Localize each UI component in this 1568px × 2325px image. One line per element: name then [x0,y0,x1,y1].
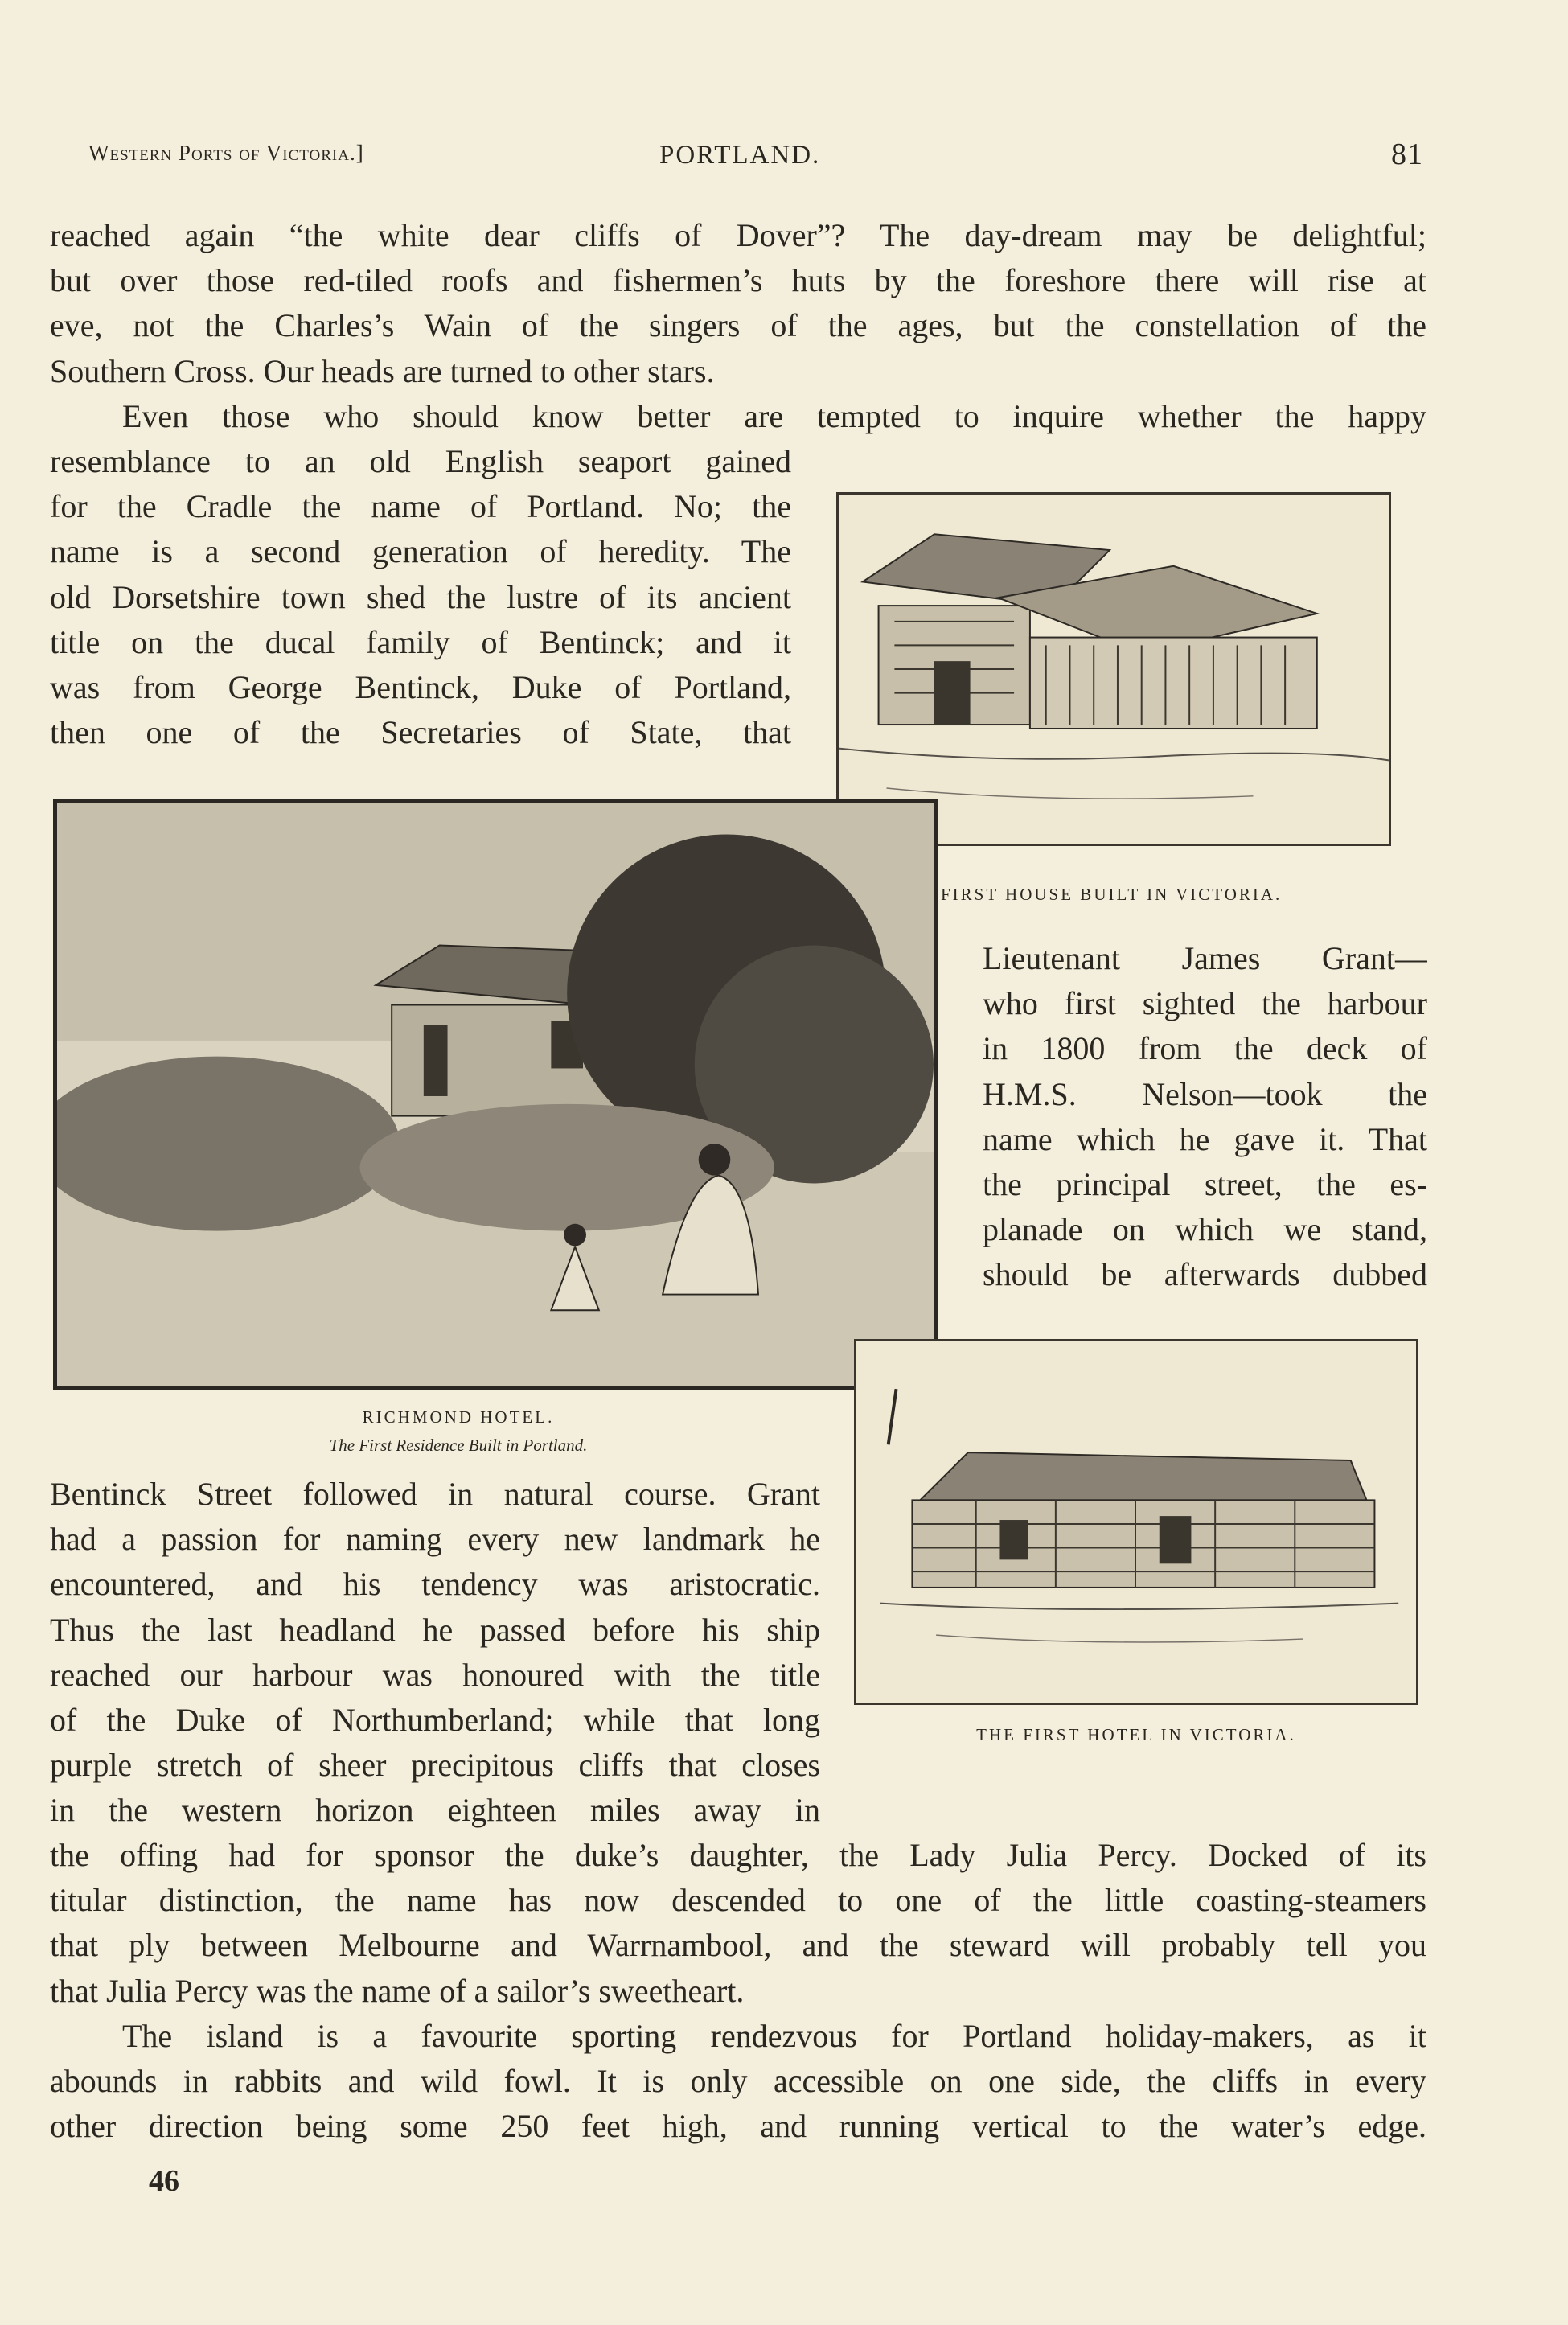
text-line: old Dorsetshire town shed the lustre of its ancient [50,578,791,615]
text-line: titular distinction, the name has now descended to one of the little coasting-steamers [50,1882,1426,1919]
signature-mark: 46 [149,2164,179,2198]
first-hotel-illustration [854,1339,1418,1705]
running-header-left: Western Ports of Victoria.] [88,141,364,165]
text-line: should be afterwards dubbed [983,1256,1427,1293]
text-line: The island is a favourite sporting rendezvous for Portland holiday-makers, as it [122,2018,1426,2054]
page-number: 81 [1391,138,1423,171]
first-hotel-drawing [856,1341,1416,1703]
text-line: but over those red-tiled roofs and fishermen’s huts by the foreshore there will rise at [50,262,1426,299]
text-line: name is a second generation of heredity. The [50,533,791,570]
text-line: had a passion for naming every new landmark he [50,1521,820,1558]
text-line: for the Cradle the name of Portland. No; the [50,488,791,525]
paragraph-1 [50,213,1426,394]
first-house-caption: FIRST HOUSE BUILT IN VICTORIA. [941,885,1283,904]
first-house-illustration [836,492,1391,846]
text-line: purple stretch of sheer precipitous cliffs that closes [50,1747,820,1784]
text-line: planade on which we stand, [983,1211,1427,1248]
text-line: in the western horizon eighteen miles away in [50,1792,820,1829]
text-line: H.M.S. Nelson—took the [983,1075,1427,1112]
text-line: who first sighted the harbour [983,985,1427,1022]
text-line: Bentinck Street followed in natural course. Grant [50,1476,820,1512]
paragraph-2-continuation [50,1472,820,1834]
text-line: encountered, and his tendency was aristocratic. [50,1566,820,1603]
text-line: that Julia Percy was the name of a sailor’s sweetheart. [50,1972,745,2009]
text-line: resemblance to an old English seaport gained [50,443,791,479]
text-line: Thus the last headland he passed before his ship [50,1611,820,1648]
first-hotel-caption: THE FIRST HOTEL IN VICTORIA. [976,1725,1296,1744]
text-line: in 1800 from the deck of [983,1030,1427,1067]
text-line: the principal street, the es- [983,1165,1427,1202]
paragraph-2-end [50,1833,1426,2014]
text-line: Even those who should know better are tempted to inquire whether the happy [122,398,1426,434]
text-line: reached our harbour was honoured with the title [50,1656,820,1693]
text-line: Southern Cross. Our heads are turned to other stars. [50,352,715,389]
text-line: abounds in rabbits and wild fowl. It is only accessible on one side, the cliffs in every [50,2063,1426,2100]
text-line: then one of the Secretaries of State, that [50,714,791,751]
richmond-hotel-drawing [57,803,934,1386]
text-line: reached again “the white dear cliffs of Dover”? The day-dream may be delightful; [50,217,1426,253]
text-line: title on the ducal family of Bentinck; and it [50,623,791,660]
text-line: of the Duke of Northumberland; while that long [50,1701,820,1738]
text-line: Lieutenant James Grant— [983,940,1427,976]
richmond-hotel-caption: RICHMOND HOTEL. [362,1407,555,1427]
text-line: eve, not the Charles’s Wain of the singers of the ages, but the constellation of the [50,307,1426,344]
paragraph-2-right-column [983,936,1427,1298]
paragraph-2-left-column [50,439,791,755]
text-line: was from George Bentinck, Duke of Portland, [50,668,791,705]
text-line: the offing had for sponsor the duke’s daughter, the Lady Julia Percy. Docked of its [50,1837,1426,1873]
running-header-title: PORTLAND. [659,141,821,170]
text-line: name which he gave it. That [983,1120,1427,1157]
paragraph-2-opening [50,394,1426,439]
richmond-hotel-illustration [53,799,938,1390]
first-house-drawing [839,495,1389,844]
paragraph-3 [50,2014,1426,2150]
text-line: other direction being some 250 feet high, and running vertical to the water’s edge. [50,2108,1426,2145]
text-line: that ply between Melbourne and Warrnambool, and the steward will probably tell you [50,1927,1426,1964]
richmond-hotel-subcaption: The First Residence Built in Portland. [329,1436,588,1455]
